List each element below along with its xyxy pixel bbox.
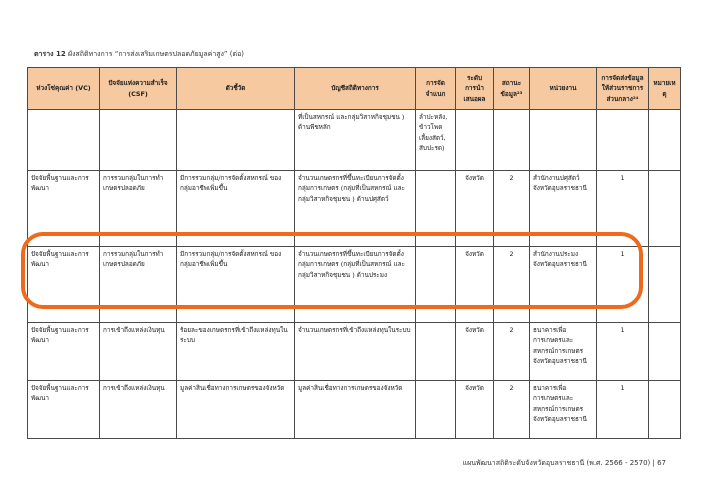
header-agency: หน่วยงาน xyxy=(530,68,597,110)
cell-vc xyxy=(28,110,100,171)
table-caption xyxy=(34,49,244,60)
cell-vc: ปัจจัยพื้นฐานและการพัฒนา xyxy=(28,381,100,439)
cell-csf: การเข้าถึงแหล่งเงินทุน xyxy=(100,323,177,381)
cell-agency: สำนักงานประมงจังหวัดอุบลราชธานี xyxy=(530,247,597,323)
caption-label: ตาราง 12 xyxy=(34,50,66,58)
cell-note xyxy=(649,171,681,247)
cell-classification xyxy=(416,171,456,247)
cell-send: 1 xyxy=(597,171,649,247)
cell-send: 1 xyxy=(597,247,649,323)
cell-csf: การรวมกลุ่มในการทำเกษตรปลอดภัย xyxy=(100,171,177,247)
cell-indicator: มีการรวมกลุ่ม/การจัดตั้งสหกรณ์ ของกลุ่มอาชีพเพิ่มขึ้น xyxy=(177,171,295,247)
cell-stat: มูลค่าสินเชื่อทางการเกษตรของจังหวัด xyxy=(295,381,416,439)
cell-note xyxy=(649,247,681,323)
cell-indicator: มีการรวมกลุ่ม/การจัดตั้งสหกรณ์ ของกลุ่มอาชีพเพิ่มขึ้น xyxy=(177,247,295,323)
cell-status: 2 xyxy=(494,171,530,247)
cell-level xyxy=(456,110,494,171)
page-footer: แผนพัฒนาสถิติระดับจังหวัดอุบลราชธานี (พ.ศ. 2566 - 2570) | 67 xyxy=(462,459,666,467)
cell-send: 1 xyxy=(597,381,649,439)
header-note: หมายเหตุ xyxy=(649,68,681,110)
cell-classification xyxy=(416,381,456,439)
cell-status: 2 xyxy=(494,381,530,439)
cell-stat: จำนวนเกษตรกรที่เข้าถึงแหล่งทุนในระบบ xyxy=(295,323,416,381)
table-row xyxy=(28,110,681,171)
cell-send xyxy=(597,110,649,171)
header-row xyxy=(28,68,681,110)
cell-note xyxy=(649,323,681,381)
cell-csf: การเข้าถึงแหล่งเงินทุน xyxy=(100,381,177,439)
header-classification: การจัดจำแนก xyxy=(416,68,456,110)
caption-text: ผังสถิติทางการ “การส่งเสริมเกษตรปลอดภัยมูลค่าสูง” (ต่อ) xyxy=(68,50,244,58)
header-vc: ห่วงโซ่คุณค่า (VC) xyxy=(28,68,100,110)
cell-note xyxy=(649,110,681,171)
cell-level: จังหวัด xyxy=(456,323,494,381)
header-csf: ปัจจัยแห่งความสำเร็จ (CSF) xyxy=(100,68,177,110)
cell-vc: ปัจจัยพื้นฐานและการพัฒนา xyxy=(28,323,100,381)
table-row xyxy=(28,381,681,439)
cell-status: 2 xyxy=(494,247,530,323)
cell-status xyxy=(494,110,530,171)
cell-agency: สำนักงานปศุสัตว์จังหวัดอุบลราชธานี xyxy=(530,171,597,247)
cell-indicator: มูลค่าสินเชื่อทางการเกษตรของจังหวัด xyxy=(177,381,295,439)
table-row xyxy=(28,323,681,381)
statistics-table xyxy=(27,67,681,439)
header-indicator: ตัวชี้วัด xyxy=(177,68,295,110)
cell-indicator xyxy=(177,110,295,171)
cell-vc: ปัจจัยพื้นฐานและการพัฒนา xyxy=(28,247,100,323)
cell-stat: จำนวนเกษตรกรที่ขึ้นทะเบียนการจัดตั้งกลุ่มการเกษตร (กลุ่มที่เป็นสหกรณ์ และกลุ่มวิสาหกิจชุมชน ) ด้านปศุสัตว์ xyxy=(295,171,416,247)
cell-status: 2 xyxy=(494,323,530,381)
cell-agency: ธนาคารเพื่อการเกษตรและสหกรณ์การเกษตรจังหวัดอุบลราชธานี xyxy=(530,323,597,381)
cell-agency: ธนาคารเพื่อการเกษตรและสหกรณ์การเกษตรจังหวัดอุบลราชธานี xyxy=(530,381,597,439)
header-send: การจัดส่งข้อมูลให้ส่วนราชการส่วนกลาง²⁴ xyxy=(597,68,649,110)
cell-level: จังหวัด xyxy=(456,171,494,247)
cell-note xyxy=(649,381,681,439)
cell-stat: ที่เป็นสหกรณ์ และกลุ่มวิสาหกิจชุมชน ) ด้านพืชหลัก xyxy=(295,110,416,171)
cell-agency xyxy=(530,110,597,171)
cell-level: จังหวัด xyxy=(456,247,494,323)
cell-send: 1 xyxy=(597,323,649,381)
table-row xyxy=(28,247,681,323)
header-level: ระดับการนำเสนอผล xyxy=(456,68,494,110)
cell-classification xyxy=(416,247,456,323)
cell-csf xyxy=(100,110,177,171)
cell-classification xyxy=(416,323,456,381)
cell-classification: ลำปะหลัง, ข้าวโพดเลี้ยงสัตว์, สับปะรด) xyxy=(416,110,456,171)
cell-stat: จำนวนเกษตรกรที่ขึ้นทะเบียนการจัดตั้งกลุ่มการเกษตร (กลุ่มที่เป็นสหกรณ์ และกลุ่มวิสาหกิจชุมชน ) ด้านประมง xyxy=(295,247,416,323)
cell-vc: ปัจจัยพื้นฐานและการพัฒนา xyxy=(28,171,100,247)
table-row xyxy=(28,171,681,247)
header-status: สถานะข้อมูล²³ xyxy=(494,68,530,110)
header-stat: บัญชีสถิติทางการ xyxy=(295,68,416,110)
cell-csf: การรวมกลุ่มในการทำเกษตรปลอดภัย xyxy=(100,247,177,323)
cell-level: จังหวัด xyxy=(456,381,494,439)
cell-indicator: ร้อยละของเกษตรกรที่เข้าถึงแหล่งทุนในระบบ xyxy=(177,323,295,381)
